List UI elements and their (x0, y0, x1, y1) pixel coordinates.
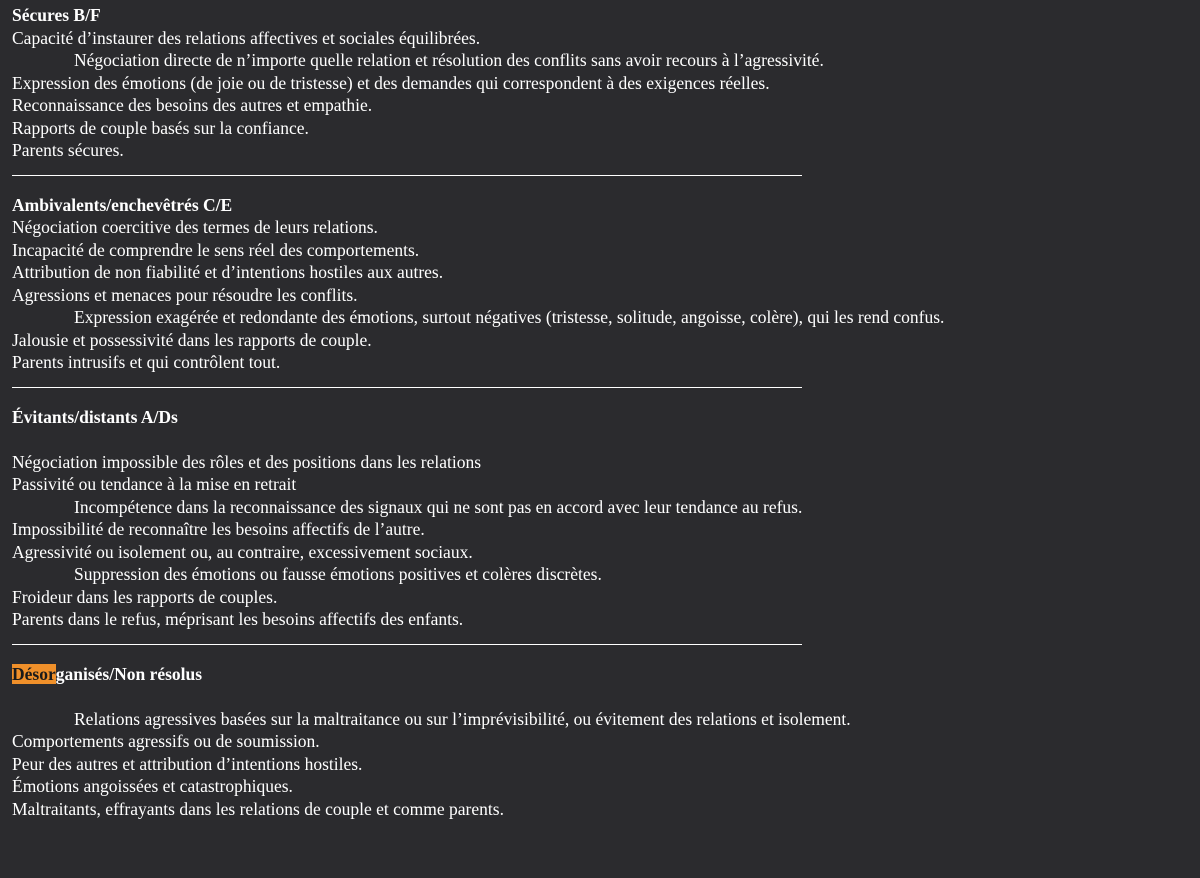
section-evitants (12, 406, 1198, 645)
list-item: Comportements agressifs ou de soumission. (12, 731, 320, 751)
list-item: Passivité ou tendance à la mise en retrait (12, 474, 297, 494)
document-body (12, 4, 1198, 820)
list-item: Négociation coercitive des termes de leurs relations. (12, 217, 378, 237)
section-title-rest: ganisés/Non résolus (55, 663, 203, 684)
list-item: Attribution de non fiabilité et d’intentions hostiles aux autres. (12, 262, 444, 282)
search-highlight: Désor (12, 663, 56, 684)
list-item: Maltraitants, effrayants dans les relations de couple et comme parents. (12, 798, 504, 819)
section-title (12, 663, 1198, 686)
list-item: Froideur dans les rapports de couples. (12, 586, 278, 607)
section-divider (12, 387, 802, 388)
blank-line (12, 428, 1198, 451)
section-ambivalents (12, 194, 1198, 388)
section-desorganises (12, 663, 1198, 821)
list-item: Émotions angoissées et catastrophiques. (12, 776, 293, 796)
list-item: Jalousie et possessivité dans les rapports de couple. (12, 329, 372, 350)
blank-line (12, 685, 1198, 708)
section-divider (12, 175, 802, 176)
list-item: Incompétence dans la reconnaissance des signaux qui ne sont pas en accord avec leur tendance au refus. (74, 496, 803, 517)
list-item: Parents dans le refus, méprisant les besoins affectifs des enfants. (12, 609, 464, 629)
list-item: Agressivité ou isolement ou, au contraire, excessivement sociaux. (12, 541, 473, 562)
list-item: Parents sécures. (12, 140, 124, 160)
list-item: Capacité d’instaurer des relations affectives et sociales équilibrées. (12, 27, 481, 48)
list-item: Négociation impossible des rôles et des positions dans les relations (12, 451, 482, 472)
list-item: Expression exagérée et redondante des émotions, surtout négatives (tristesse, solitude, angoisse, colère), qui les rend confus. (74, 307, 945, 327)
list-item: Expression des émotions (de joie ou de tristesse) et des demandes qui correspondent à des exigences réelles. (12, 72, 770, 93)
list-item: Impossibilité de reconnaître les besoins affectifs de l’autre. (12, 519, 425, 539)
list-item: Agressions et menaces pour résoudre les conflits. (12, 284, 358, 305)
list-item: Peur des autres et attribution d’intentions hostiles. (12, 753, 363, 774)
list-item: Suppression des émotions ou fausse émotions positives et colères discrètes. (74, 564, 602, 584)
list-item: Négociation directe de n’importe quelle relation et résolution des conflits sans avoir recours à l’agressivité. (74, 50, 824, 70)
list-item: Rapports de couple basés sur la confiance. (12, 117, 309, 138)
list-item: Parents intrusifs et qui contrôlent tout. (12, 352, 281, 372)
list-item: Reconnaissance des besoins des autres et empathie. (12, 95, 373, 115)
section-title: Ambivalents/enchevêtrés C/E (12, 194, 233, 215)
section-title: Sécures B/F (12, 5, 101, 25)
section-secures (12, 4, 1198, 176)
list-item: Relations agressives basées sur la maltraitance ou sur l’imprévisibilité, ou évitement des relations et isolement. (74, 708, 851, 729)
list-item: Incapacité de comprendre le sens réel des comportements. (12, 239, 420, 260)
section-divider (12, 644, 802, 645)
section-title: Évitants/distants A/Ds (12, 406, 178, 427)
